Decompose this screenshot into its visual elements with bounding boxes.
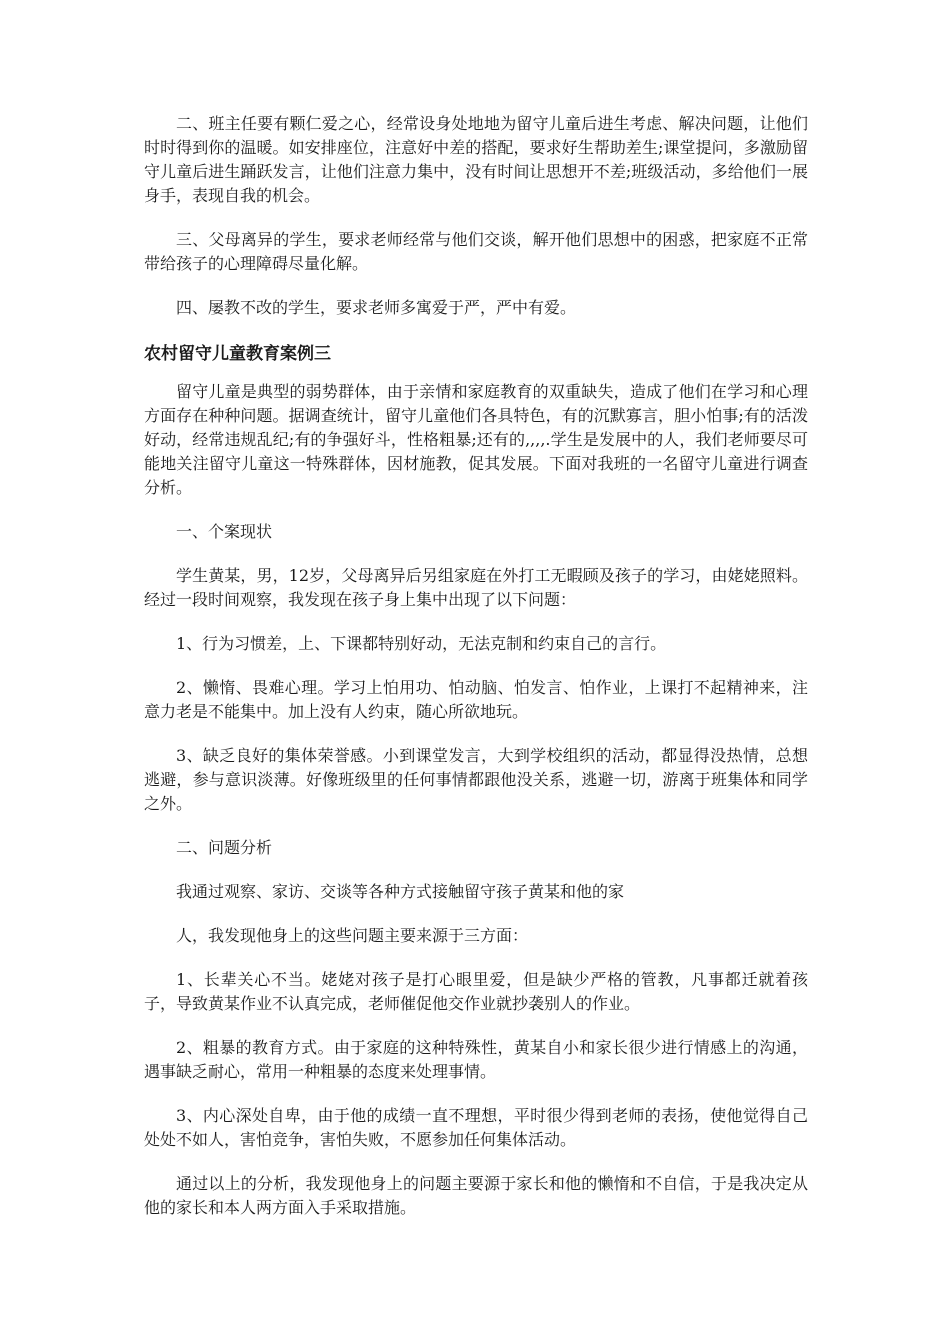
paragraph: 2、粗暴的教育方式。由于家庭的这种特殊性，黄某自小和家长很少进行情感上的沟通，遇事缺乏耐心，常用一种粗暴的态度来处理事情。 — [144, 1038, 808, 1081]
paragraph: 1、行为习惯差，上、下课都特别好动，无法克制和约束自己的言行。 — [176, 634, 667, 653]
paragraph: 学生黄某，男，12岁，父母离异后另组家庭在外打工无暇顾及孩子的学习，由姥姥照料。经过一段时间观察，我发现在孩子身上集中出现了以下问题： — [144, 566, 808, 609]
paragraph: 1、长辈关心不当。姥姥对孩子是打心眼里爱，但是缺少严格的管教，凡事都迁就着孩子，导致黄某作业不认真完成，老师催促他交作业就抄袭别人的作业。 — [144, 970, 808, 1013]
section-heading: 农村留守儿童教育案例三 — [144, 344, 331, 364]
document-page — [144, 112, 808, 1240]
paragraph: 3、内心深处自卑，由于他的成绩一直不理想，平时很少得到老师的表扬，使他觉得自己处处不如人，害怕竞争，害怕失败，不愿参加任何集体活动。 — [144, 1106, 808, 1149]
paragraph: 我通过观察、家访、交谈等各种方式接触留守孩子黄某和他的家 — [176, 882, 625, 901]
paragraph: 三、父母离异的学生，要求老师经常与他们交谈，解开他们思想中的困惑，把家庭不正常带给孩子的心理障碍尽量化解。 — [144, 230, 808, 273]
paragraph: 2、懒惰、畏难心理。学习上怕用功、怕动脑、怕发言、怕作业，上课打不起精神来，注意力老是不能集中。加上没有人约束，随心所欲地玩。 — [144, 678, 808, 721]
paragraph: 四、屡教不改的学生，要求老师多寓爱于严，严中有爱。 — [176, 298, 577, 317]
paragraph: 通过以上的分析，我发现他身上的问题主要源于家长和他的懒惰和不自信，于是我决定从他的家长和本人两方面入手采取措施。 — [144, 1174, 808, 1217]
paragraph: 一、个案现状 — [176, 522, 273, 541]
paragraph: 二、班主任要有颗仁爱之心，经常设身处地地为留守儿童后进生考虑、解决问题，让他们时时得到你的温暖。如安排座位，注意好中差的搭配，要求好生帮助差生;课堂提问，多激励留守儿童后进生踊跃发言，让他们注意力集中，没有时间让思想开不差;班级活动，多给他们一展身手，表现自我的机会。 — [144, 114, 808, 205]
paragraph: 二、问题分析 — [176, 838, 273, 857]
paragraph: 留守儿童是典型的弱势群体，由于亲情和家庭教育的双重缺失，造成了他们在学习和心理方面存在种种问题。据调查统计，留守儿童他们各具特色，有的沉默寡言，胆小怕事;有的活泼好动，经常违规乱纪;有的争强好斗，性格粗暴;还有的,,,,.学生是发展中的人，我们老师要尽可能地关注留守儿童这一特殊群体，因材施教，促其发展。下面对我班的一名留守儿童进行调查分析。 — [144, 382, 808, 497]
paragraph: 人，我发现他身上的这些问题主要来源于三方面： — [176, 926, 529, 945]
paragraph: 3、缺乏良好的集体荣誉感。小到课堂发言，大到学校组织的活动，都显得没热情，总想逃避，参与意识淡薄。好像班级里的任何事情都跟他没关系，逃避一切，游离于班集体和同学之外。 — [144, 746, 808, 813]
